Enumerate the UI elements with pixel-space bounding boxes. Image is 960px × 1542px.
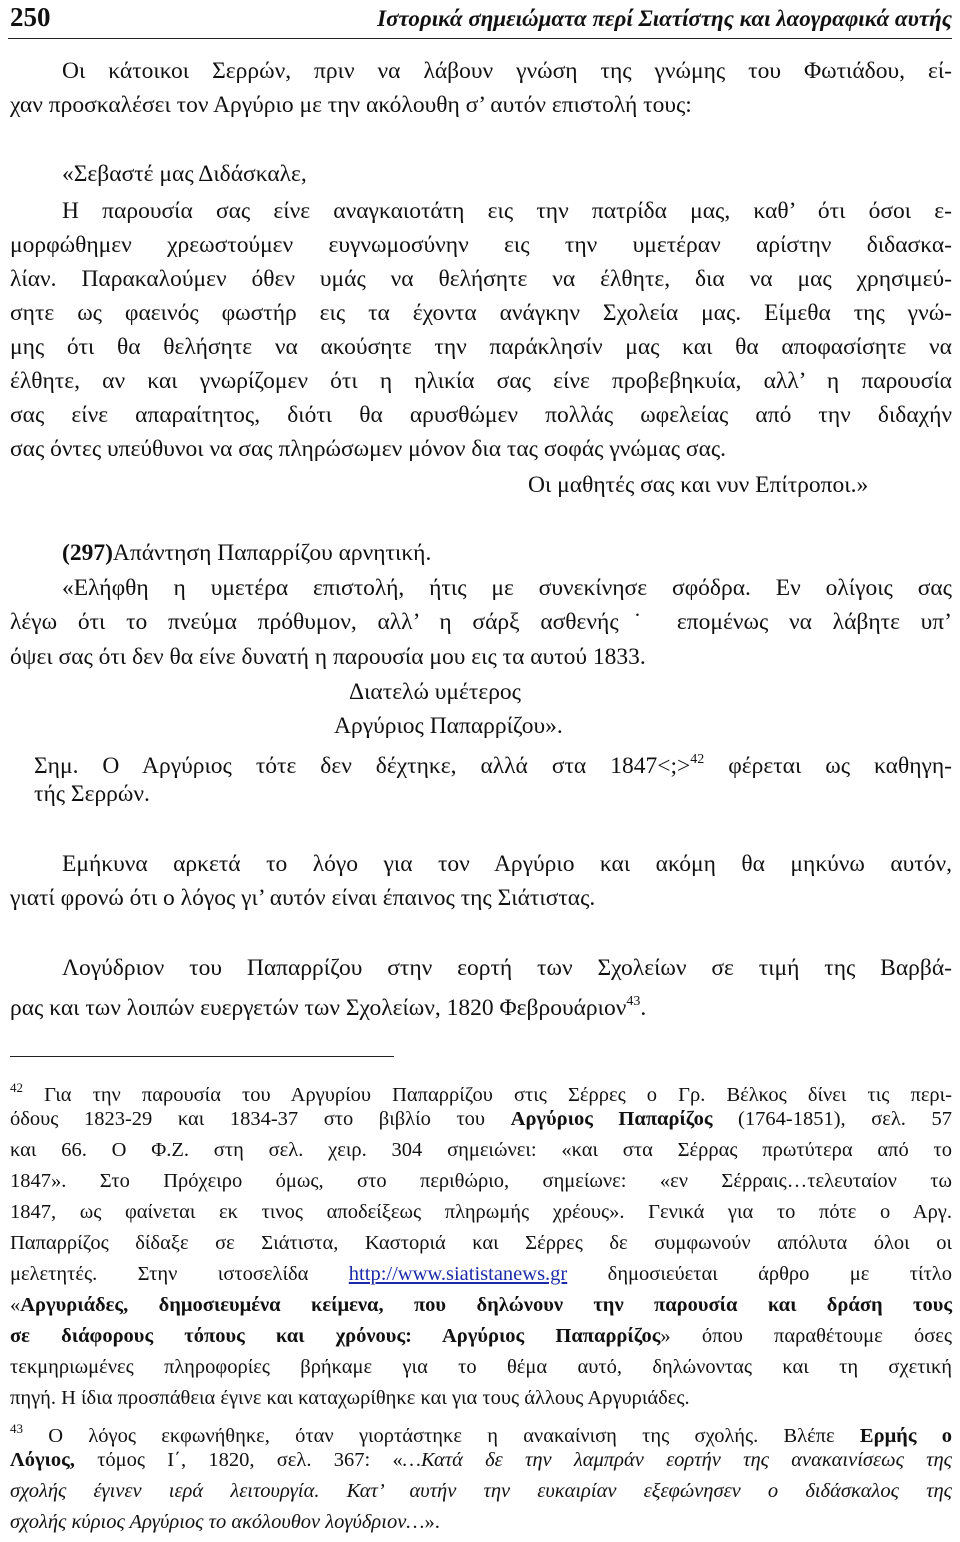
para3-line-2 [10,985,952,1025]
fn43-line-4 [10,1507,952,1537]
fn42-line-6: Παπαρρίζος δίδαξε σε Σιάτιστα, Καστοριά και Σέρρες δε συμφωνούν απόλυτα όλοι οι [10,1232,952,1254]
letter-line-3: λίαν. Παρακαλούμεν όθεν υμάς να θελήσητε να έλθητε, δια να μας χρησιμεύ- [10,266,952,292]
fn42-text-2c: (1764-1851), σελ. 57 [712,1108,952,1130]
letter-line-5: μης ότι θα θελήσητε να ακούσητε την παράκλησίν μας και θα αποφασίσητε να [10,334,952,360]
reply-number: (297) [62,540,113,566]
fn42-text-7a: μελετητές. Στην ιστοσελίδα [10,1263,349,1285]
reply-line-3: όψει σας ότι δεν θα είνε δυνατή η παρουσία μου εις τα αυτού 1833. [10,644,646,670]
fn42-line-10: τεκμηριωμένες πληροφορίες βρήκαμε για το θέμα αυτό, δηλώνοντας και τη σχετική [10,1356,952,1378]
para3-text: ρας και των λοιπών ευεργετών των Σχολείων, 1820 Φεβρουάριον [10,995,627,1021]
fn43-journal-title-2: Λόγιος, [10,1449,75,1471]
fn43-text-1a: Ο λόγος εκφωνήθηκε, όταν γιορτάστηκε η ανακαίνιση της σχολής. Βλέπε [23,1425,860,1447]
fn42-line-5: 1847, ως φαίνεται εκ τινος αποδείξεως πληρωμής χρέους». Γενικά για το πότε ο Αργ. [10,1201,952,1223]
note-line-2: τής Σερρών. [34,781,150,807]
reply-line-2: λέγω ότι το πνεύμα πρόθυμον, αλλ’ η σάρξ ασθενής˙ επομένως να λάβητε υπ’ [10,609,952,635]
note-text-b: φέρεται ως καθηγη- [704,753,952,779]
fn42-text-2a: όδους 1823-29 και 1834-37 στο βιβλίο του [10,1108,511,1130]
reply-heading-text: Απάντηση Παπαρρίζου αρνητική. [112,540,432,566]
reply-heading [62,536,960,570]
reply-closing: Διατελώ υμέτερος [349,679,521,705]
fn42-line-4: 1847». Στο Πρόχειρο όμως, στο περιθώριο, σημείωνε: «εν Σέρραις…τελευταίον τω [10,1170,952,1192]
fn43-quote-1: …Κατά δε την λαμπράν εορτήν της ανακαινίσεως της [402,1449,952,1471]
footnote-ref-42[interactable]: 42 [690,752,705,767]
fn42-line-8 [10,1290,952,1320]
fn43-number: 43 [10,1421,23,1436]
intro-line-1: Οι κάτοικοι Σερρών, πριν να λάβουν γνώση της γνώμης του Φωτιάδου, εί- [62,58,952,84]
page-header [8,0,952,39]
fn43-line-3: σχολής έγινεν ιερά λειτουργία. Κατ’ αυτήν την ευκαιρίαν εξεφώνησεν ο διδάσκαλος της [10,1480,952,1502]
footnote-separator [10,1056,394,1057]
letter-greeting: «Σεβαστέ μας Διδάσκαλε, [62,161,307,187]
fn42-text-7b: δημοσιεύεται άρθρο με τίτλο [567,1263,952,1285]
intro-line-2: χαν προσκαλέσει τον Αργύριο με την ακόλουθη σ’ αυτόν επιστολή τους: [10,92,692,118]
letter-line-7: σας είνε απαραίτητος, διότι θα αρυσθώμεν πολλάς ωφελείας από την διδαχήν [10,402,952,428]
fn42-text-1: Για την παρουσία του Αργυρίου Παπαρρίζου στις Σέρρες ο Γρ. Βέλκος δίνει τις περι- [23,1084,952,1106]
letter-signature: Οι μαθητές σας και νυν Επίτροποι.» [528,472,869,498]
fn42-number: 42 [10,1080,23,1095]
fn43-quote-2: σχολής κύριος Αργύριος το ακόλουθον λογύδριον… [10,1511,425,1533]
letter-line-6: έλθητε, αν και γνωρίζομεν ότι η ηλικία σας είνε προβεβηκυία, αλλ’ η παρουσία [10,368,952,394]
note-text-a: Σημ. Ο Αργύριος τότε δεν δέχτηκε, αλλά στα 1847<;> [34,753,691,779]
fn42-line-7 [10,1259,952,1289]
fn42-article-title-1: Αργυριάδες, δημοσιευμένα κείμενα, που δηλώνουν την παρουσία και δράση τους [20,1294,952,1316]
para2-line-1: Εμήκυνα αρκετά το λόγο για τον Αργύριο και ακόμη θα μηκύνω αυτόν, [62,851,952,877]
siatistanews-link[interactable]: http://www.siatistanews.gr [348,1263,568,1285]
fn43-line-2 [10,1445,952,1475]
running-title: Ιστορικά σημειώματα περί Σιατίστης και λαογραφικά αυτής [377,6,952,31]
fn42-article-title-2: σε διάφορους τόπους και χρόνους: Αργύριος Παπαρρίζος [10,1325,661,1347]
fn42-quote-open: « [10,1294,21,1316]
reply-signature: Αργύριος Παπαρρίζου». [334,713,563,739]
fn42-text-9b: » όπου παραθέτουμε όσες [660,1325,952,1347]
letter-line-4: σητε ως φαεινός φωστήρ εις τα έχοντα ανάγκην Σχολεία μας. Είμεθα της γνώ- [10,300,952,326]
fn42-line-9 [10,1321,952,1351]
para2-line-2: γιατί φρονώ ότι ο λόγος γι’ αυτόν είναι έπαινος της Σιάτιστας. [10,885,596,911]
page-number: 250 [10,2,51,32]
fn42-book-title: Αργύριος Παπαρίζος [510,1108,713,1130]
fn43-journal-title-1: Ερμής ο [859,1425,952,1447]
fn42-line-11: πηγή. Η ίδια προσπάθεια έγινε και καταχωρίθηκε και για τους άλλους Αργυριάδες. [10,1387,690,1409]
letter-line-1: Η παρουσία σας είνε αναγκαιοτάτη εις την πατρίδα μας, καθ’ ότι όσοι ε- [62,198,952,224]
letter-line-8: σας όντες υπεύθυνοι να σας πληρώσωμεν μόνον δια τας σοφάς γνώμας σας. [10,436,727,462]
para3-line-1: Λογύδριον του Παπαρρίζου στην εορτή των Σχολείων σε τιμή της Βαρβά- [62,955,952,981]
para3-end: . [640,995,647,1021]
letter-line-2: μορφώθημεν χρεωστούμεν ευγνωμοσύνην εις την υμετέραν αρίστην διδασκα- [10,232,952,258]
fn42-line-2 [10,1104,952,1134]
reply-line-1: «Ελήφθη η υμετέρα επιστολή, ήτις με συνεκίνησε σφόδρα. Εν ολίγοις σας [62,575,952,601]
footnote-ref-43[interactable]: 43 [626,994,641,1009]
fn43-quote-close: ». [424,1511,440,1533]
fn43-text-2b: τόμος Ι΄, 1820, σελ. 367: « [74,1449,403,1471]
fn42-line-3: και 66. Ο Φ.Ζ. στη σελ. χειρ. 304 σημειώνει: «και στα Σέρρας πρωτύτερα από το [10,1139,952,1161]
